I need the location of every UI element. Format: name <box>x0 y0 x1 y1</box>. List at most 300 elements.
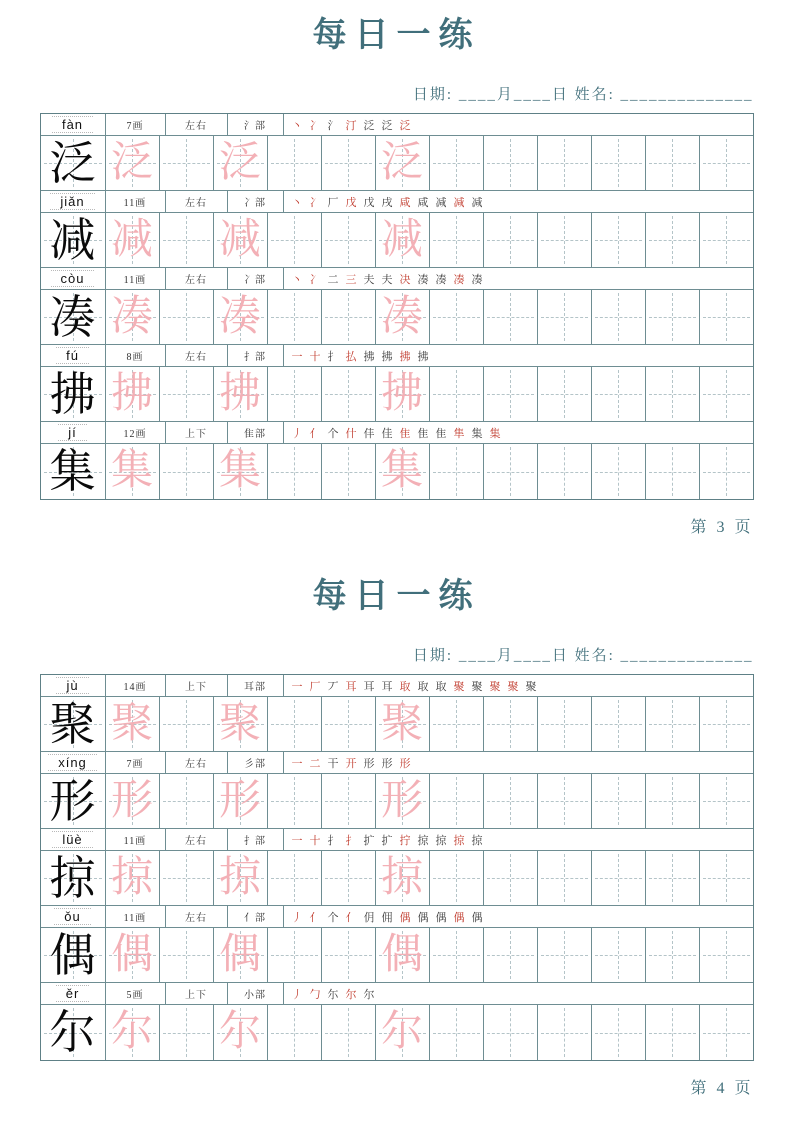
practice-cell <box>160 851 214 905</box>
pinyin-label: lüè <box>52 831 92 848</box>
stroke-step: 耳 <box>363 680 376 693</box>
stroke-step: 减 <box>435 196 448 209</box>
structure-label: 上下 <box>166 983 228 1004</box>
traced-character: 凑 <box>110 293 153 340</box>
practice-cell <box>700 697 753 751</box>
traced-character: 尔 <box>218 1009 261 1055</box>
practice-cell <box>106 774 160 828</box>
practice-cell <box>376 928 430 982</box>
character-black: 尔 <box>49 1007 96 1058</box>
practice-cell <box>160 1005 214 1060</box>
practice-cell <box>430 928 484 982</box>
pinyin-label: ěr <box>56 985 90 1002</box>
practice-cell <box>538 1005 592 1060</box>
example-character-cell <box>41 1005 106 1060</box>
example-character-cell <box>41 290 106 344</box>
character-black: 凑 <box>49 291 96 343</box>
practice-cell <box>592 928 646 982</box>
practice-cell <box>106 367 160 421</box>
practice-cell <box>538 444 592 499</box>
stroke-step: 凑 <box>417 273 430 286</box>
stroke-step: 一 <box>291 350 304 363</box>
stroke-step: 隹 <box>399 427 412 440</box>
stroke-step: 丆 <box>327 680 340 693</box>
stroke-step: 丿 <box>291 911 304 924</box>
structure-label: 左右 <box>166 114 228 135</box>
structure-label: 左右 <box>166 191 228 212</box>
character-info-row <box>41 422 753 444</box>
stroke-step: 偶 <box>471 911 484 924</box>
stroke-step: 泛 <box>399 119 412 132</box>
character-practice-table <box>40 113 754 500</box>
practice-cell <box>592 367 646 421</box>
practice-cell <box>700 851 753 905</box>
practice-cell <box>430 444 484 499</box>
pinyin-cell <box>41 829 106 850</box>
practice-cell <box>646 136 700 190</box>
traced-character: 掠 <box>380 854 423 901</box>
practice-cell <box>322 367 376 421</box>
pinyin-cell <box>41 906 106 927</box>
radical-label: 扌部 <box>228 829 284 850</box>
practice-cell <box>592 213 646 267</box>
pinyin-cell <box>41 983 106 1004</box>
pinyin-label: fàn <box>52 116 93 133</box>
practice-cell <box>106 290 160 344</box>
stroke-step: 掠 <box>453 834 466 847</box>
stroke-count-label: 8画 <box>106 345 166 366</box>
stroke-step: 厂 <box>309 680 322 693</box>
structure-label: 上下 <box>166 675 228 696</box>
traced-character: 形 <box>380 777 423 824</box>
practice-cell <box>160 928 214 982</box>
practice-cell <box>322 851 376 905</box>
practice-cell <box>700 774 753 828</box>
stroke-step: 仴 <box>363 911 376 924</box>
stroke-order-sequence <box>284 829 753 850</box>
stroke-step: 戊 <box>363 196 376 209</box>
stroke-step: 二 <box>327 273 340 286</box>
stroke-order-sequence <box>284 752 753 773</box>
example-character-cell <box>41 928 106 982</box>
pinyin-cell <box>41 752 106 773</box>
stroke-step: 二 <box>309 757 322 770</box>
practice-cell <box>538 928 592 982</box>
stroke-order-sequence <box>284 191 753 212</box>
stroke-step: 偶 <box>435 911 448 924</box>
character-info-row <box>41 983 753 1005</box>
stroke-step: 聚 <box>525 680 538 693</box>
practice-grid-row <box>41 213 753 268</box>
stroke-count-label: 11画 <box>106 268 166 289</box>
practice-cell <box>646 697 700 751</box>
practice-cell <box>160 444 214 499</box>
practice-cell <box>214 1005 268 1060</box>
practice-cell <box>484 290 538 344</box>
practice-cell <box>322 1005 376 1060</box>
practice-cell <box>160 136 214 190</box>
stroke-step: 十 <box>309 834 322 847</box>
stroke-step: 扩 <box>363 834 376 847</box>
structure-label: 左右 <box>166 752 228 773</box>
stroke-step: 丶 <box>291 119 304 132</box>
character-black: 集 <box>49 446 96 497</box>
practice-cell <box>592 290 646 344</box>
stroke-step: 掠 <box>471 834 484 847</box>
traced-character: 偶 <box>218 931 261 978</box>
stroke-step: 三 <box>345 273 358 286</box>
practice-grid-row <box>41 290 753 345</box>
stroke-step: 佣 <box>381 911 394 924</box>
stroke-step: 扌 <box>327 834 340 847</box>
practice-cell <box>160 213 214 267</box>
stroke-step: 氵 <box>327 119 340 132</box>
stroke-step: 减 <box>471 196 484 209</box>
practice-cell <box>268 444 322 499</box>
traced-character: 拂 <box>110 370 153 417</box>
stroke-count-label: 12画 <box>106 422 166 443</box>
character-practice-table <box>40 674 754 1061</box>
practice-cell <box>430 851 484 905</box>
structure-label: 左右 <box>166 906 228 927</box>
stroke-step: 什 <box>345 427 358 440</box>
stroke-count-label: 7画 <box>106 752 166 773</box>
stroke-count-label: 11画 <box>106 829 166 850</box>
practice-cell <box>538 851 592 905</box>
practice-cell <box>700 1005 753 1060</box>
radical-label: 隹部 <box>228 422 284 443</box>
practice-cell <box>646 774 700 828</box>
practice-cell <box>592 851 646 905</box>
stroke-step: 偶 <box>399 911 412 924</box>
radical-label: 彡部 <box>228 752 284 773</box>
character-info-row <box>41 906 753 928</box>
traced-character: 凑 <box>380 293 423 340</box>
character-info-row <box>41 675 753 697</box>
stroke-count-label: 14画 <box>106 675 166 696</box>
pinyin-cell <box>41 268 106 289</box>
character-black: 掠 <box>49 852 96 904</box>
pinyin-label: xíng <box>48 754 97 771</box>
date-name-line: 日期: ____月____日 姓名: ______________ <box>412 87 754 103</box>
practice-cell <box>592 444 646 499</box>
stroke-order-sequence <box>284 675 753 696</box>
practice-cell <box>268 213 322 267</box>
stroke-step: 形 <box>381 757 394 770</box>
pinyin-label: jiǎn <box>50 193 94 210</box>
practice-grid-row <box>41 444 753 499</box>
practice-cell <box>322 213 376 267</box>
example-character-cell <box>41 774 106 828</box>
stroke-step: 拂 <box>381 350 394 363</box>
practice-cell <box>592 136 646 190</box>
structure-label: 左右 <box>166 268 228 289</box>
practice-cell <box>484 367 538 421</box>
character-info-row <box>41 114 753 136</box>
practice-cell <box>268 697 322 751</box>
pinyin-label: ǒu <box>54 908 90 925</box>
stroke-count-label: 7画 <box>106 114 166 135</box>
practice-cell <box>538 290 592 344</box>
practice-cell <box>268 136 322 190</box>
practice-cell <box>592 1005 646 1060</box>
practice-cell <box>430 697 484 751</box>
practice-cell <box>430 774 484 828</box>
practice-cell <box>376 290 430 344</box>
traced-character: 拂 <box>218 370 261 417</box>
practice-cell <box>160 774 214 828</box>
stroke-step: 凑 <box>453 273 466 286</box>
stroke-step: 佳 <box>381 427 394 440</box>
practice-cell <box>268 851 322 905</box>
traced-character: 拂 <box>380 370 423 417</box>
stroke-step: 戊 <box>345 196 358 209</box>
stroke-step: 冫 <box>309 273 322 286</box>
stroke-step: 集 <box>489 427 502 440</box>
stroke-step: 集 <box>471 427 484 440</box>
practice-cell <box>430 367 484 421</box>
stroke-order-sequence <box>284 422 753 443</box>
character-info-row <box>41 829 753 851</box>
stroke-step: 丶 <box>291 196 304 209</box>
practice-cell <box>322 290 376 344</box>
traced-character: 形 <box>218 777 261 824</box>
example-character-cell <box>41 136 106 190</box>
stroke-order-sequence <box>284 114 753 135</box>
stroke-step: 决 <box>399 273 412 286</box>
stroke-step: 聚 <box>471 680 484 693</box>
practice-cell <box>484 213 538 267</box>
stroke-step: 扌 <box>327 350 340 363</box>
stroke-step: 咸 <box>417 196 430 209</box>
stroke-order-sequence <box>284 983 753 1004</box>
example-character-cell <box>41 213 106 267</box>
practice-cell <box>700 290 753 344</box>
traced-character: 减 <box>380 216 423 263</box>
practice-cell <box>214 444 268 499</box>
page-title: 每日一练 <box>312 17 481 54</box>
radical-label: 亻部 <box>228 906 284 927</box>
pinyin-label: còu <box>51 270 95 287</box>
pinyin-cell <box>41 191 106 212</box>
practice-cell <box>538 213 592 267</box>
stroke-step: 干 <box>327 757 340 770</box>
stroke-step: 个 <box>327 911 340 924</box>
practice-cell <box>322 136 376 190</box>
stroke-step: 偶 <box>453 911 466 924</box>
radical-label: 冫部 <box>228 191 284 212</box>
practice-cell <box>322 697 376 751</box>
practice-cell <box>538 697 592 751</box>
stroke-step: 凑 <box>471 273 484 286</box>
practice-cell <box>106 1005 160 1060</box>
stroke-step: 冫 <box>309 196 322 209</box>
practice-cell <box>376 1005 430 1060</box>
traced-character: 聚 <box>218 700 261 747</box>
pinyin-cell <box>41 114 106 135</box>
practice-cell <box>106 851 160 905</box>
pinyin-label: fú <box>56 347 89 364</box>
practice-cell <box>376 444 430 499</box>
stroke-step: 形 <box>399 757 412 770</box>
practice-cell <box>376 851 430 905</box>
practice-cell <box>646 367 700 421</box>
practice-cell <box>322 928 376 982</box>
stroke-step: 尓 <box>327 988 340 1001</box>
practice-cell <box>646 1005 700 1060</box>
stroke-step: 尔 <box>345 988 358 1001</box>
practice-cell <box>268 1005 322 1060</box>
structure-label: 左右 <box>166 829 228 850</box>
practice-cell <box>160 697 214 751</box>
practice-cell <box>700 367 753 421</box>
stroke-step: 泛 <box>381 119 394 132</box>
practice-cell <box>700 444 753 499</box>
character-black: 形 <box>49 775 96 827</box>
practice-cell <box>160 367 214 421</box>
stroke-count-label: 5画 <box>106 983 166 1004</box>
practice-cell <box>376 774 430 828</box>
stroke-step: 払 <box>345 350 358 363</box>
character-info-row <box>41 345 753 367</box>
stroke-step: 夫 <box>363 273 376 286</box>
character-black: 减 <box>49 214 96 266</box>
stroke-step: 扩 <box>381 834 394 847</box>
practice-cell <box>376 697 430 751</box>
pinyin-label: jí <box>58 424 87 441</box>
example-character-cell <box>41 697 106 751</box>
practice-cell <box>268 774 322 828</box>
stroke-step: 亻 <box>309 911 322 924</box>
stroke-step: 泛 <box>363 119 376 132</box>
traced-character: 掠 <box>218 854 261 901</box>
structure-label: 左右 <box>166 345 228 366</box>
practice-grid-row <box>41 367 753 422</box>
stroke-step: 减 <box>453 196 466 209</box>
traced-character: 集 <box>218 448 261 494</box>
stroke-step: 聚 <box>507 680 520 693</box>
traced-character: 泛 <box>110 139 153 186</box>
stroke-step: 扌 <box>345 834 358 847</box>
practice-cell <box>484 851 538 905</box>
practice-cell <box>268 290 322 344</box>
practice-cell <box>268 367 322 421</box>
pinyin-cell <box>41 345 106 366</box>
stroke-step: 隹 <box>435 427 448 440</box>
practice-cell <box>214 290 268 344</box>
practice-cell <box>646 851 700 905</box>
stroke-step: 亻 <box>309 427 322 440</box>
stroke-step: 十 <box>309 350 322 363</box>
practice-cell <box>214 697 268 751</box>
radical-label: 冫部 <box>228 268 284 289</box>
radical-label: 耳部 <box>228 675 284 696</box>
practice-cell <box>538 136 592 190</box>
practice-cell <box>214 136 268 190</box>
stroke-step: 冫 <box>309 119 322 132</box>
traced-character: 凑 <box>218 293 261 340</box>
stroke-step: 勹 <box>309 988 322 1001</box>
stroke-order-sequence <box>284 345 753 366</box>
stroke-step: 咸 <box>399 196 412 209</box>
practice-cell <box>646 928 700 982</box>
example-character-cell <box>41 367 106 421</box>
practice-cell <box>700 136 753 190</box>
stroke-step: 凑 <box>435 273 448 286</box>
practice-cell <box>484 697 538 751</box>
stroke-step: 尔 <box>363 988 376 1001</box>
stroke-count-label: 11画 <box>106 191 166 212</box>
practice-cell <box>484 774 538 828</box>
practice-cell <box>106 697 160 751</box>
practice-cell <box>592 697 646 751</box>
practice-cell <box>106 444 160 499</box>
stroke-step: 拂 <box>399 350 412 363</box>
stroke-step: 聚 <box>453 680 466 693</box>
practice-cell <box>376 136 430 190</box>
practice-cell <box>214 213 268 267</box>
stroke-step: 戌 <box>381 196 394 209</box>
traced-character: 减 <box>218 216 261 263</box>
structure-label: 上下 <box>166 422 228 443</box>
traced-character: 掠 <box>110 854 153 901</box>
stroke-step: 开 <box>345 757 358 770</box>
practice-cell <box>700 213 753 267</box>
practice-cell <box>646 213 700 267</box>
practice-cell <box>430 213 484 267</box>
practice-cell <box>430 290 484 344</box>
practice-cell <box>646 290 700 344</box>
stroke-step: 丿 <box>291 427 304 440</box>
stroke-step: 掠 <box>435 834 448 847</box>
example-character-cell <box>41 851 106 905</box>
stroke-step: 一 <box>291 680 304 693</box>
stroke-step: 拧 <box>399 834 412 847</box>
stroke-step: 厂 <box>327 196 340 209</box>
practice-cell <box>484 1005 538 1060</box>
practice-cell <box>106 213 160 267</box>
character-black: 偶 <box>49 929 96 981</box>
practice-cell <box>106 928 160 982</box>
traced-character: 泛 <box>380 139 423 186</box>
traced-character: 泛 <box>218 139 261 186</box>
character-info-row <box>41 268 753 290</box>
stroke-step: 耳 <box>381 680 394 693</box>
practice-cell <box>484 444 538 499</box>
practice-cell <box>430 1005 484 1060</box>
stroke-step: 仹 <box>363 427 376 440</box>
radical-label: 氵部 <box>228 114 284 135</box>
stroke-step: 取 <box>435 680 448 693</box>
radical-label: 扌部 <box>228 345 284 366</box>
traced-character: 集 <box>110 448 153 494</box>
practice-cell <box>106 136 160 190</box>
practice-grid-row <box>41 774 753 829</box>
practice-grid-row <box>41 1005 753 1060</box>
practice-cell <box>214 367 268 421</box>
stroke-step: 耳 <box>345 680 358 693</box>
practice-cell <box>214 774 268 828</box>
character-black: 拂 <box>49 368 96 420</box>
character-info-row <box>41 752 753 774</box>
practice-grid-row <box>41 697 753 752</box>
practice-cell <box>700 928 753 982</box>
pinyin-cell <box>41 422 106 443</box>
practice-cell <box>646 444 700 499</box>
stroke-step: 夫 <box>381 273 394 286</box>
example-character-cell <box>41 444 106 499</box>
page-number: 第 3 页 <box>690 519 754 536</box>
